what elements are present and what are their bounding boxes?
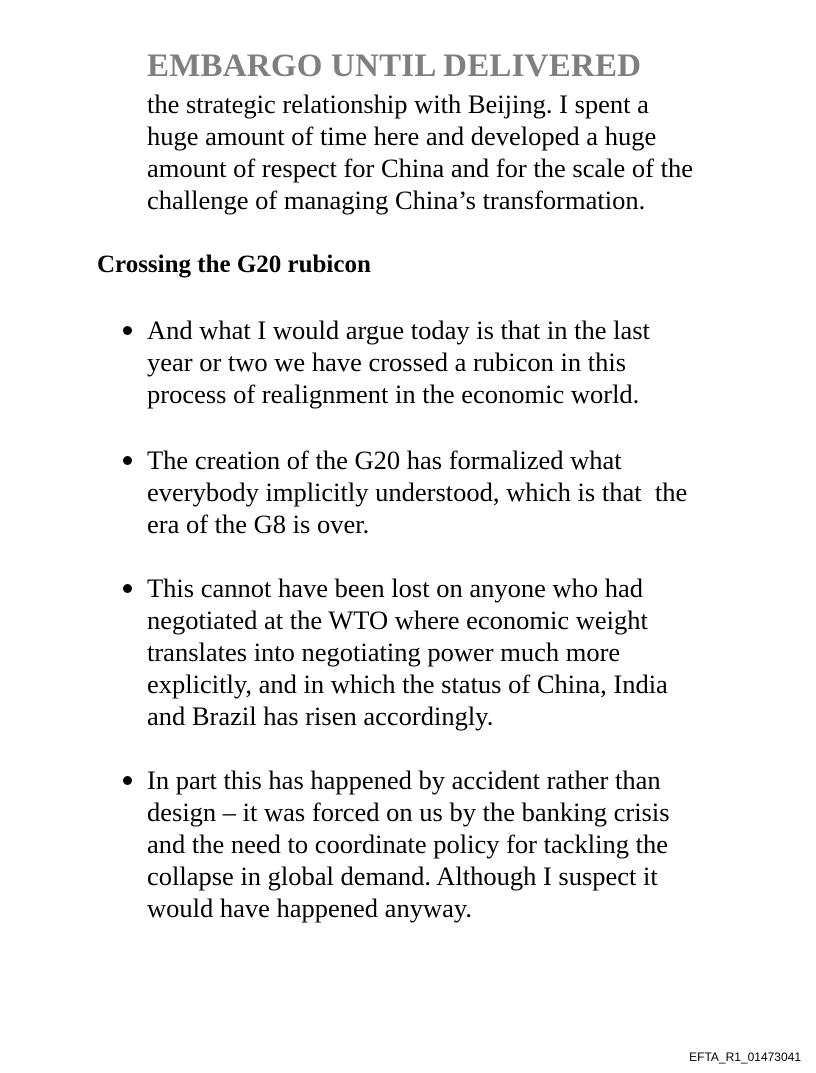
intro-paragraph <box>147 88 787 216</box>
bullet-line: and Brazil has risen accordingly. <box>147 701 494 731</box>
bullet-line: would have happened anyway. <box>147 893 473 923</box>
bullet-line: collapse in global demand. Although I suspect it <box>147 861 658 891</box>
bullet-line: translates into negotiating power much more <box>147 637 621 667</box>
bullet-dot-icon <box>123 776 132 785</box>
bullet-item <box>147 444 787 540</box>
intro-line: the strategic relationship with Beijing. I spent a <box>147 89 649 119</box>
bullet-dot-icon <box>123 326 132 335</box>
bullet-item <box>147 572 787 732</box>
bullet-line: explicitly, and in which the status of China, India <box>147 669 668 699</box>
bullet-line: process of realignment in the economic world. <box>147 379 640 409</box>
bullet-item <box>147 764 787 924</box>
intro-line: challenge of managing China’s transformation. <box>147 185 646 215</box>
bullet-line: design – it was forced on us by the banking crisis <box>147 797 670 827</box>
bullet-line: era of the G8 is over. <box>147 509 370 539</box>
intro-line: amount of respect for China and for the scale of the <box>147 153 693 183</box>
bullet-line: And what I would argue today is that in the last <box>147 315 650 345</box>
bullet-dot-icon <box>123 584 132 593</box>
bullet-line: and the need to coordinate policy for tackling the <box>147 829 668 859</box>
document-id: EFTA_R1_01473041 <box>689 1050 801 1064</box>
bullet-line: The creation of the G20 has formalized what <box>147 445 622 475</box>
bullet-dot-icon <box>123 456 132 465</box>
bullet-line: everybody implicitly understood, which is that the <box>147 477 688 507</box>
bullet-line: In part this has happened by accident rather than <box>147 765 661 795</box>
bullet-item <box>147 314 787 410</box>
embargo-notice: EMBARGO UNTIL DELIVERED <box>147 48 642 84</box>
bullet-line: negotiated at the WTO where economic weight <box>147 605 648 635</box>
bullet-line: This cannot have been lost on anyone who had <box>147 573 644 603</box>
bullet-line: year or two we have crossed a rubicon in this <box>147 347 627 377</box>
intro-line: huge amount of time here and developed a huge <box>147 121 657 151</box>
section-heading: Crossing the G20 rubicon <box>97 251 371 278</box>
